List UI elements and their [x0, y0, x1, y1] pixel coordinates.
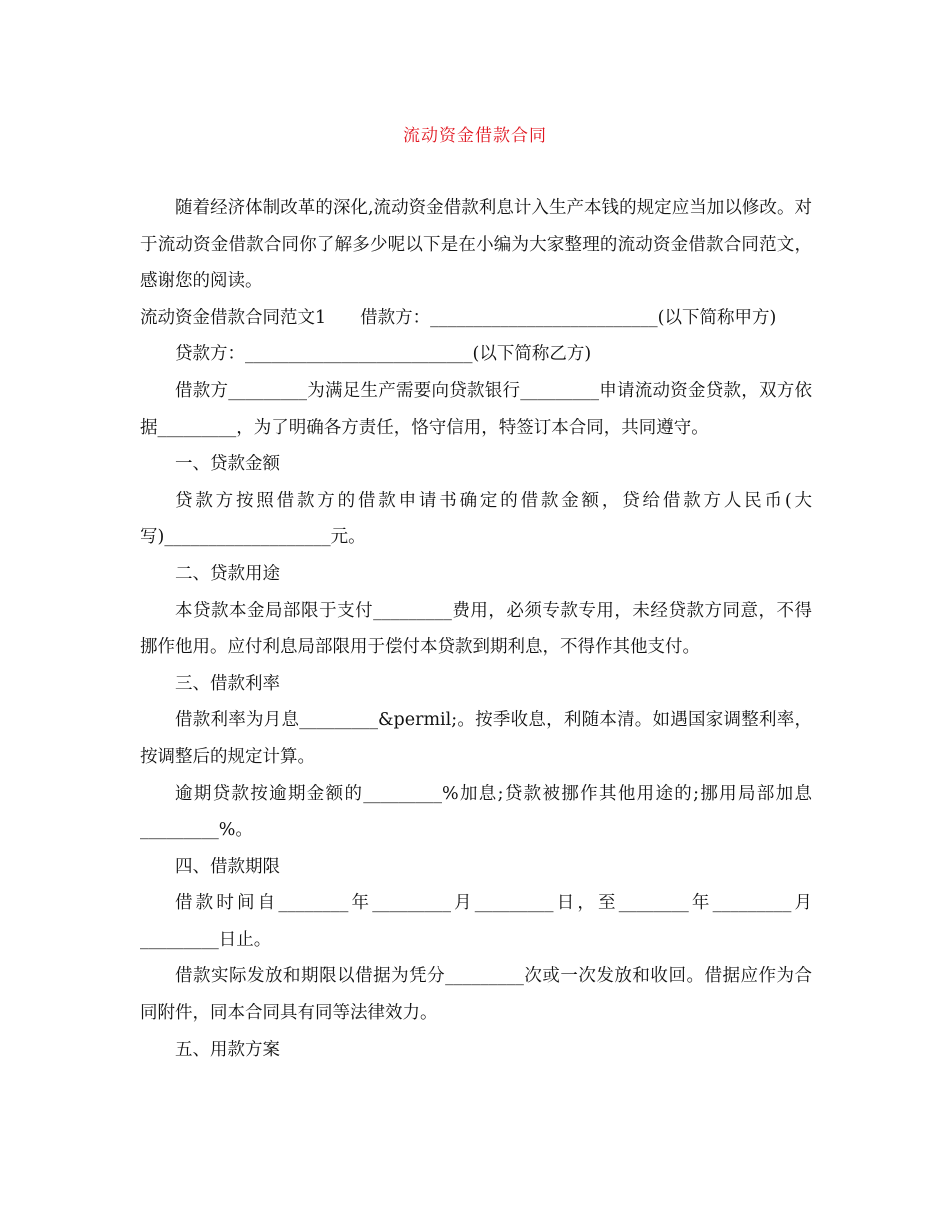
disbursement-paragraph: 借款实际发放和期限以借据为凭分_________次或一次发放和收回。借据应作为合同附件，同本合同具有同等法律效力。	[140, 966, 812, 1024]
sample-heading: 流动资金借款合同范文1	[140, 307, 327, 328]
overdue-interest-paragraph: 逾期贷款按逾期金额的_________%加息;贷款被挪作其他用途的;挪用局部加息_________%。	[140, 783, 812, 841]
section-heading: 一、贷款金额	[175, 454, 280, 475]
section-heading: 五、用款方案	[175, 1039, 280, 1060]
section-heading: 三、借款利率	[175, 673, 280, 694]
lender-line: 贷款方：__________________________(以下简称乙方)	[175, 344, 592, 365]
sample-heading-line	[140, 300, 812, 337]
document-body	[140, 190, 812, 1068]
section-heading: 四、借款期限	[175, 856, 280, 877]
purpose-paragraph: 借款方_________为满足生产需要向贷款银行_________申请流动资金贷款，双方依据_________，为了明确各方责任，恪守信用，特签订本合同，共同遵守。	[140, 380, 812, 438]
interest-rate-paragraph: 借款利率为月息_________&permil;。按季收息，利随本清。如遇国家调整利率，按调整后的规定计算。	[140, 710, 812, 767]
document-title: 流动资金借款合同	[403, 126, 547, 146]
loan-period-paragraph: 借款时间自________年_________月_________日，至________年_________月_________日止。	[140, 893, 812, 950]
section-heading: 二、贷款用途	[175, 563, 280, 584]
intro-paragraph: 随着经济体制改革的深化,流动资金借款利息计入生产本钱的规定应当加以修改。对于流动资金借款合同你了解多少呢以下是在小编为大家整理的流动资金借款合同范文，感谢您的阅读。	[140, 198, 812, 292]
borrower-line: 借款方：__________________________(以下简称甲方)	[360, 307, 777, 328]
loan-usage-paragraph: 本贷款本金局部限于支付_________费用，必须专款专用，未经贷款方同意，不得挪作他用。应付利息局部限用于偿付本贷款到期利息，不得作其他支付。	[140, 600, 812, 658]
loan-amount-paragraph: 贷款方按照借款方的借款申请书确定的借款金额，贷给借款方人民币(大写)___________________元。	[140, 490, 812, 548]
